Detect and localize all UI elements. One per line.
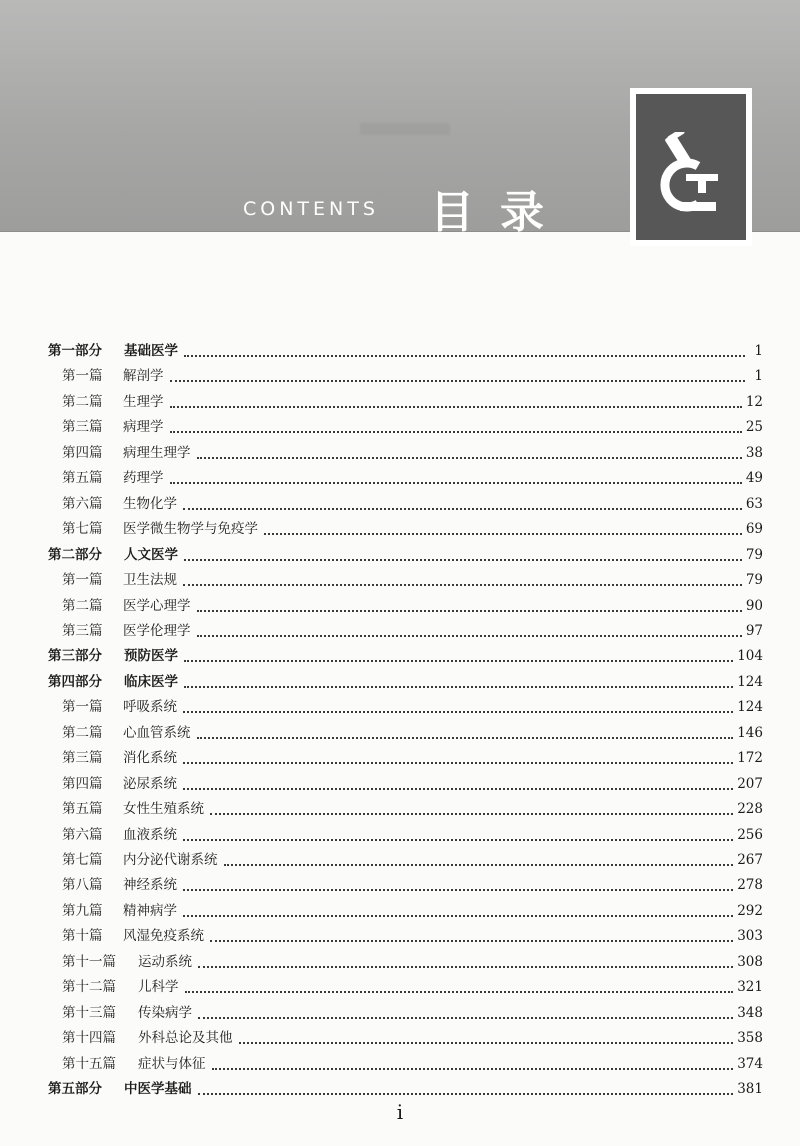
toc-entry-label: 第三篇 [62, 623, 103, 639]
toc-entry-page: 12 [745, 394, 763, 410]
toc-dot-leader [183, 583, 742, 586]
toc-chapter-entry [62, 569, 763, 591]
toc-entry-title: 医学伦理学 [123, 623, 191, 639]
toc-chapter-entry [62, 518, 763, 540]
toc-chapter-entry [62, 874, 763, 896]
toc-entry-label: 第十四篇 [62, 1030, 116, 1046]
toc-entry-page: 374 [737, 1056, 763, 1072]
toc-entry-label: 第八篇 [62, 877, 103, 893]
toc-entry-title: 预防医学 [124, 648, 178, 664]
toc-entry-title: 病理生理学 [123, 445, 191, 461]
toc-chapter-entry [62, 925, 763, 947]
toc-chapter-entry [62, 467, 763, 489]
toc-chapter-entry [62, 900, 763, 922]
toc-dot-leader [239, 1041, 734, 1044]
toc-dot-leader [183, 787, 733, 790]
toc-dot-leader [170, 379, 746, 382]
toc-dot-leader [184, 685, 733, 688]
toc-chapter-entry [62, 595, 763, 617]
toc-entry-label: 第二篇 [62, 394, 103, 410]
toc-chapter-entry [62, 773, 763, 795]
banner-faint-mark [360, 123, 450, 135]
toc-part-entry [48, 1078, 763, 1100]
toc-entry-title: 人文医学 [124, 547, 178, 563]
toc-entry-title: 药理学 [123, 470, 164, 486]
toc-chapter-entry [62, 824, 763, 846]
toc-entry-title: 生理学 [123, 394, 164, 410]
toc-dot-leader [184, 659, 733, 662]
toc-chapter-entry [62, 416, 763, 438]
toc-dot-leader [210, 812, 733, 815]
toc-entry-title: 运动系统 [138, 954, 192, 970]
microscope-icon-box [630, 88, 752, 246]
toc-entry-title: 中医学基础 [124, 1081, 192, 1097]
toc-chapter-entry [62, 951, 763, 973]
toc-entry-label: 第十二篇 [62, 979, 116, 995]
toc-entry-page: 278 [737, 877, 763, 893]
toc-entry-page: 1 [754, 343, 763, 359]
toc-entry-page: 124 [737, 699, 763, 715]
toc-dot-leader [183, 888, 733, 891]
toc-entry-page: 124 [737, 674, 763, 690]
toc-dot-leader [198, 1016, 733, 1019]
toc-entry-label: 第七篇 [62, 521, 103, 537]
toc-entry-page: 228 [737, 801, 763, 817]
toc-entry-label: 第三篇 [62, 750, 103, 766]
toc-entry-label: 第十篇 [62, 928, 103, 944]
toc-entry-title: 内分泌代谢系统 [123, 852, 218, 868]
toc-chapter-entry [62, 1053, 763, 1075]
toc-entry-page: 358 [737, 1030, 763, 1046]
toc-dot-leader [198, 1092, 734, 1095]
toc-entry-label: 第七篇 [62, 852, 103, 868]
toc-entry-title: 医学心理学 [123, 598, 191, 614]
toc-part-entry [48, 671, 763, 693]
toc-chapter-entry [62, 747, 763, 769]
toc-chapter-entry [62, 798, 763, 820]
toc-entry-page: 25 [745, 419, 763, 435]
toc-dot-leader [170, 481, 742, 484]
toc-dot-leader [264, 532, 742, 535]
toc-entry-page: 1 [754, 368, 763, 384]
toc-dot-leader [183, 761, 733, 764]
toc-entry-title: 女性生殖系统 [123, 801, 204, 817]
toc-chapter-entry [62, 1002, 763, 1024]
toc-entry-title: 血液系统 [123, 827, 177, 843]
toc-dot-leader [212, 1067, 734, 1070]
toc-chapter-entry [62, 493, 763, 515]
page-title: 目录 [430, 187, 570, 238]
toc-dot-leader [184, 558, 742, 561]
toc-chapter-entry [62, 976, 763, 998]
microscope-icon [658, 132, 724, 214]
toc-entry-title: 基础医学 [124, 343, 178, 359]
toc-entry-title: 外科总论及其他 [138, 1030, 233, 1046]
toc-entry-label: 第二部分 [48, 547, 102, 563]
toc-entry-label: 第九篇 [62, 903, 103, 919]
toc-dot-leader [183, 914, 733, 917]
toc-entry-label: 第十一篇 [62, 954, 116, 970]
toc-entry-label: 第五篇 [62, 801, 103, 817]
toc-entry-title: 神经系统 [123, 877, 177, 893]
toc-chapter-entry [62, 1027, 763, 1049]
toc-part-entry [48, 645, 763, 667]
toc-entry-label: 第六篇 [62, 827, 103, 843]
toc-entry-title: 泌尿系统 [123, 776, 177, 792]
page-number: i [396, 1100, 404, 1124]
toc-dot-leader [224, 863, 734, 866]
toc-entry-title: 临床医学 [124, 674, 178, 690]
toc-entry-label: 第五部分 [48, 1081, 102, 1097]
toc-entry-title: 精神病学 [123, 903, 177, 919]
toc-entry-label: 第四部分 [48, 674, 102, 690]
toc-entry-title: 传染病学 [138, 1005, 192, 1021]
toc-entry-page: 308 [737, 954, 763, 970]
toc-entry-label: 第三篇 [62, 419, 103, 435]
toc-entry-title: 解剖学 [123, 368, 164, 384]
toc-dot-leader [184, 354, 745, 357]
toc-dot-leader [183, 710, 733, 713]
toc-entry-title: 症状与体征 [138, 1056, 206, 1072]
toc-entry-label: 第十五篇 [62, 1056, 116, 1072]
toc-chapter-entry [62, 620, 763, 642]
toc-entry-page: 172 [737, 750, 763, 766]
toc-entry-label: 第十三篇 [62, 1005, 116, 1021]
contents-word: CONTENTS [243, 198, 379, 220]
toc-entry-page: 381 [737, 1081, 763, 1097]
toc-chapter-entry [62, 391, 763, 413]
toc-chapter-entry [62, 442, 763, 464]
toc-entry-page: 63 [745, 496, 763, 512]
toc-entry-page: 104 [737, 648, 763, 664]
toc-dot-leader [198, 965, 733, 968]
toc-dot-leader [197, 736, 734, 739]
toc-entry-title: 消化系统 [123, 750, 177, 766]
toc-entry-title: 医学微生物学与免疫学 [123, 521, 258, 537]
toc-entry-page: 79 [745, 572, 763, 588]
toc-chapter-entry [62, 696, 763, 718]
toc-dot-leader [197, 609, 742, 612]
toc-chapter-entry [62, 722, 763, 744]
toc-entry-label: 第二篇 [62, 598, 103, 614]
toc-entry-page: 97 [745, 623, 763, 639]
toc-chapter-entry [62, 849, 763, 871]
toc-entry-page: 79 [745, 547, 763, 563]
toc-entry-title: 风湿免疫系统 [123, 928, 204, 944]
toc-entry-page: 146 [737, 725, 763, 741]
toc-dot-leader [183, 838, 733, 841]
toc-entry-page: 292 [737, 903, 763, 919]
toc-entry-page: 49 [745, 470, 763, 486]
toc-dot-leader [170, 430, 742, 433]
toc-entry-label: 第一篇 [62, 368, 103, 384]
toc-part-entry [48, 544, 763, 566]
toc-dot-leader [170, 405, 742, 408]
toc-entry-page: 348 [737, 1005, 763, 1021]
toc-entry-title: 心血管系统 [123, 725, 191, 741]
toc-entry-label: 第五篇 [62, 470, 103, 486]
toc-entry-label: 第三部分 [48, 648, 102, 664]
toc-dot-leader [197, 634, 742, 637]
toc-entry-page: 321 [737, 979, 763, 995]
toc-entry-label: 第一篇 [62, 699, 103, 715]
toc-entry-page: 69 [745, 521, 763, 537]
toc-entry-page: 38 [745, 445, 763, 461]
toc-entry-page: 303 [737, 928, 763, 944]
toc-part-entry [48, 340, 763, 362]
toc-entry-page: 267 [737, 852, 763, 868]
toc-entry-title: 病理学 [123, 419, 164, 435]
toc-dot-leader [210, 939, 733, 942]
toc-entry-title: 儿科学 [138, 979, 179, 995]
toc-dot-leader [197, 456, 742, 459]
toc-entry-title: 卫生法规 [123, 572, 177, 588]
toc-entry-page: 207 [737, 776, 763, 792]
toc-entry-page: 256 [737, 827, 763, 843]
toc-entry-title: 生物化学 [123, 496, 177, 512]
toc-dot-leader [185, 990, 734, 993]
toc-entry-label: 第四篇 [62, 445, 103, 461]
toc-chapter-entry [62, 365, 763, 387]
toc-entry-label: 第一部分 [48, 343, 102, 359]
toc-entry-label: 第六篇 [62, 496, 103, 512]
toc-entry-label: 第四篇 [62, 776, 103, 792]
toc-entry-label: 第二篇 [62, 725, 103, 741]
toc-entry-title: 呼吸系统 [123, 699, 177, 715]
toc-dot-leader [183, 507, 742, 510]
toc-entry-label: 第一篇 [62, 572, 103, 588]
toc-entry-page: 90 [745, 598, 763, 614]
